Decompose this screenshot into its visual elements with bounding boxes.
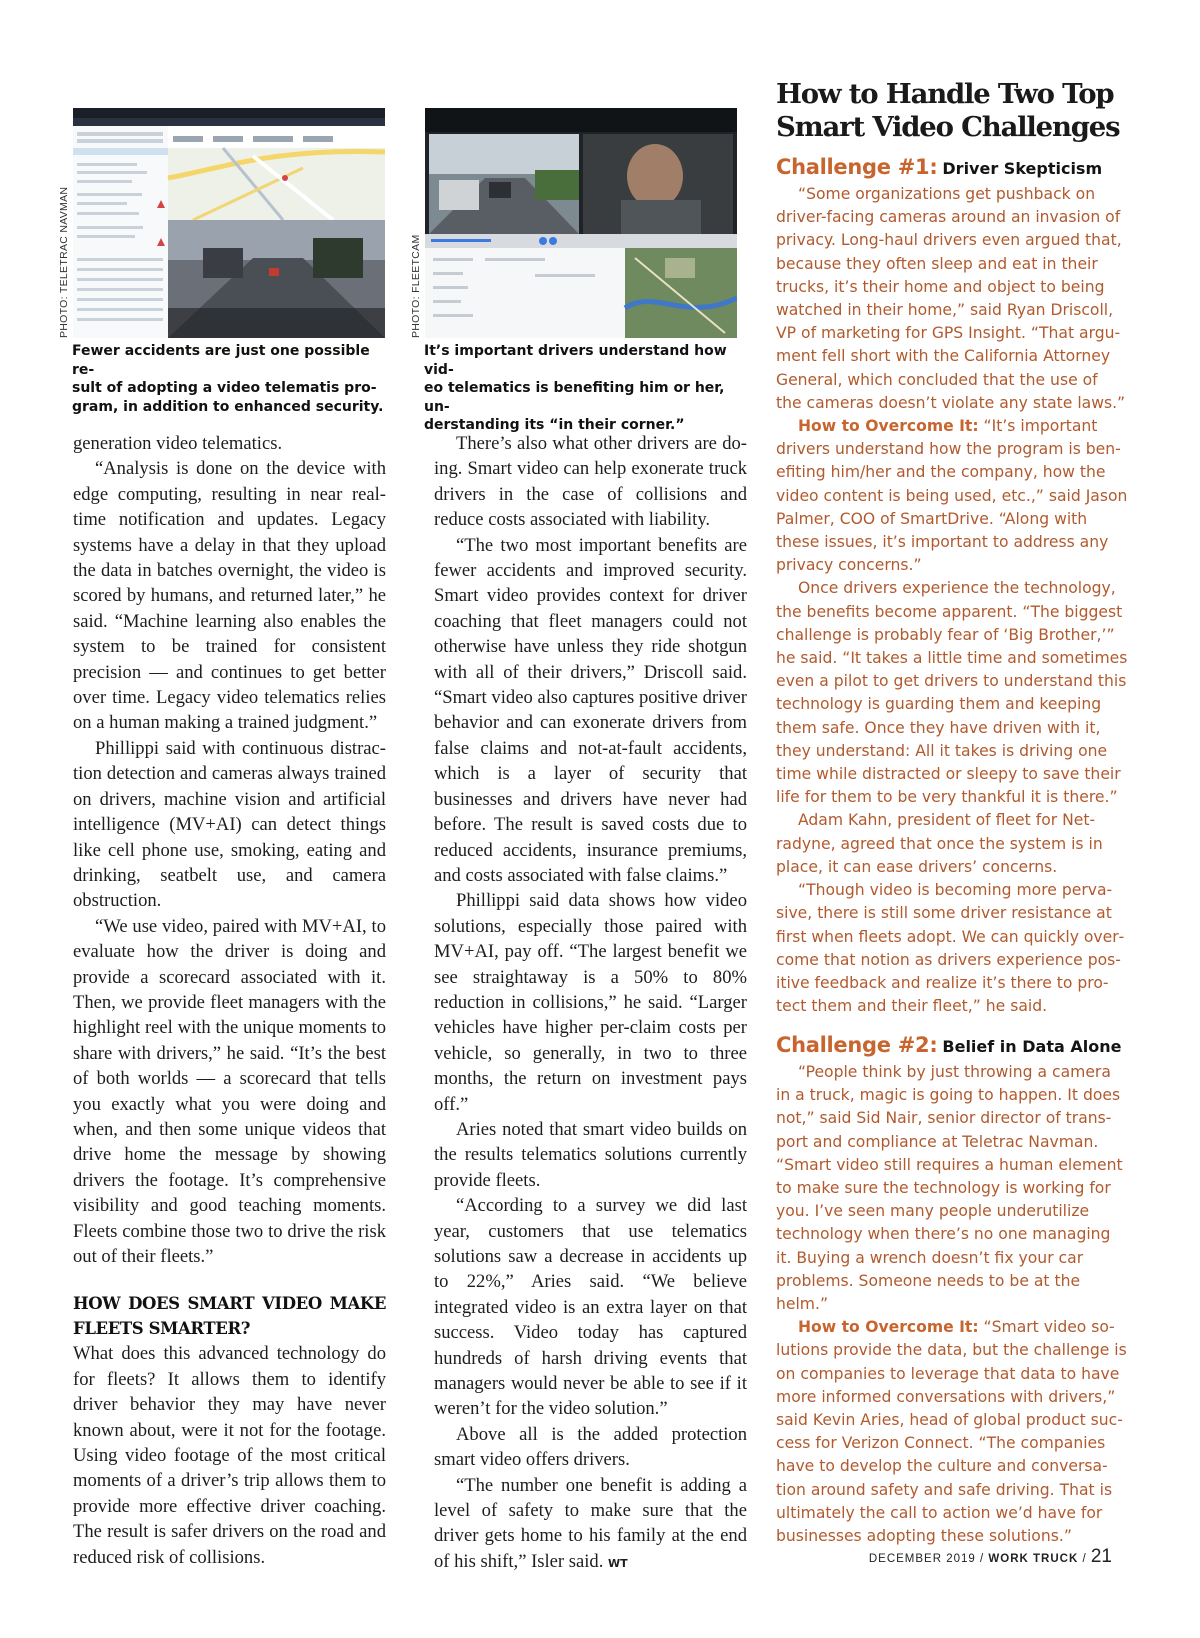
article-paragraph: “We use video, paired with MV+AI, to evaluate how the driver is doing and provide a scorecard associated with it. Then, we provide fleet managers with the highlight reel with the unique moments to share with drivers,” he said. “It’s the best of both worlds — a scorecard that tells you exactly what you were doing and when, and then some unique videos that drive home the message by showing drivers the footage. It’s comprehensive visibility and good teaching moments. Fleets combine those two to drive the risk out of their fleets.”	[73, 915, 386, 1267]
article-paragraph-final	[434, 1473, 747, 1577]
page-footer	[869, 1546, 1112, 1568]
photo-fleetcam-interface	[425, 108, 737, 338]
dashboard-screenshot-image	[73, 108, 385, 338]
overcome-label: How to Overcome It:	[798, 417, 979, 436]
footer-separator: /	[1078, 1553, 1091, 1565]
sidebar-paragraph: Adam Kahn, president of fleet for Netradyne, agreed that once the system is in place, it can ease drivers’ concerns.	[776, 811, 1103, 876]
overcome-label: How to Overcome It:	[798, 1318, 979, 1337]
article-paragraph: Phillippi said data shows how video solutions, especially those paired with MV+AI, pay off. “The largest benefit we see straightaway is a 50% to 80% reduction in collisions,” he said. “Larger vehicles have higher per-claim costs per vehicle, so generally, in two to three months, the return on investment pays off.”	[434, 890, 747, 1115]
sidebar-title: How to Handle Two Top Smart Video Challenges	[776, 78, 1120, 143]
article-column-2	[434, 431, 747, 1576]
footer-separator: /	[975, 1553, 989, 1565]
sidebar-paragraph: Once drivers experience the technology, the benefits become apparent. “The biggest challenge is probably fear of ‘Big Brother,’” he said. “It takes a little time and sometimes even a pilot to get drivers to understand this technology is guarding them and keeping them safe. Once they have driven with it, they understand: All it takes is driving one time while distracted or sleepy to save their life for them to be very thankful it is there.”	[776, 579, 1128, 807]
footer-magazine: WORK TRUCK	[988, 1553, 1079, 1565]
article-paragraph: “Analysis is done on the device with edge computing, resulting in near real-time notification and updates. Legacy systems have a delay in that they upload the data in batches overnight, the video is scored by humans, and returned later,” he said. “Machine learning also enables the system to be trained for consistent precision — and continues to get better over time. Legacy video telematics relies on a human making a trained judgment.”	[73, 458, 386, 734]
article-paragraph: There’s also what other drivers are doing. Smart video can help exonerate truck drivers in the case of collisions and reduce costs associated with liability.	[434, 433, 747, 531]
challenge-2-title: Belief in Data Alone	[942, 1037, 1122, 1056]
article-column-1	[73, 431, 386, 1570]
challenge-2-label: Challenge #2:	[776, 1033, 938, 1057]
fleetcam-screenshot-image	[425, 108, 737, 338]
challenge-1-title: Driver Skepticism	[942, 159, 1103, 178]
photo-credit-left: PHOTO: TELETRAC NAVMAN	[58, 186, 70, 338]
article-paragraph: Phillippi said with continuous distraction detection and cameras always trained on drivers, machine vision and artificial intelligence (MV+AI) can detect things like cell phone use, smoking, eating and drinking, seatbelt use, and camera obstruction.	[73, 737, 386, 912]
sidebar-overcome-paragraph	[776, 415, 1128, 577]
challenge-1-label: Challenge #1:	[776, 155, 938, 179]
sidebar-paragraph: “Though video is becoming more pervasive, there is still some driver resistance at first when fleets adopt. We can quickly overcome that notion as drivers experience positive feedback and realize it’s there to protect them and their fleet,” he said.	[776, 881, 1125, 1016]
article-paragraph: Above all is the added protection smart video offers drivers.	[434, 1423, 747, 1471]
sidebar-paragraph: “People think by just throwing a camera in a truck, magic is going to happen. It does not,” said Sid Nair, senior director of transport and compliance at Teletrac Navman. “Smart video still requires a human element to make sure the technology is working for you. I’ve seen many people underutilize technology when there’s no one managing it. Buying a wrench doesn’t fix your car problems. Someone needs to be at the helm.”	[776, 1063, 1123, 1314]
footer-date: DECEMBER 2019	[868, 1553, 976, 1565]
overcome-text: “It’s important drivers understand how the program is benefiting him/her and the company, how the video content is being used, etc.,” said Jason Palmer, COO of SmartDrive. “Along with these issues, it’s important to address any privacy concerns.”	[776, 417, 1128, 575]
caption-right: It’s important drivers understand how vid- eo telematics is benefiting him or her, un- derstanding its “in their corner.”	[424, 343, 727, 433]
page-number: 21	[1090, 1546, 1112, 1567]
overcome-text: “Smart video solutions provide the data, but the challenge is on companies to leverage that data to have more informed conversations with drivers,” said Kevin Aries, head of global product success for Verizon Connect. “The companies have to develop the culture and conversation around safety and safe driving. That is ultimately the call to action we’d have for businesses adopting these solutions.”	[776, 1318, 1127, 1546]
article-paragraph: “According to a survey we did last year, customers that use telematics solutions saw a decrease in accidents up to 22%,” Aries said. “We believe integrated video is an extra layer on that success. Video today has captured hundreds of harsh driving events that managers would never be able to see if it weren’t for the video solution.”	[434, 1195, 747, 1420]
challenge-2-heading	[776, 1032, 1128, 1061]
article-paragraph: What does this advanced technology do for fleets? It allows them to identify driver behavior they may have never known about, were it not for the footage. Using video footage of the most critical moments of a driver’s trip allows them to provide more effective driver coaching. The result is safer drivers on the road and reduced risk of collisions.	[73, 1343, 386, 1568]
article-paragraph: “The two most important benefits are fewer accidents and improved security. Smart video provides context for driver coaching that fleet managers could not otherwise have unless they ride shotgun with all of their drivers,” Driscoll said. “Smart video also captures positive driver behavior and can exonerate drivers from false claims and not-at-fault accidents, which is a layer of security that businesses and drivers have never had before. The result is saved costs due to reduced accidents, insurance premiums, and costs associated with false claims.”	[434, 534, 747, 886]
sidebar-overcome-paragraph	[776, 1316, 1128, 1548]
section-heading: HOW DOES SMART VIDEO MAKE FLEETS SMARTER?	[73, 1294, 386, 1339]
final-text: “The number one benefit is adding a level of safety to make sure that the driver gets home to his family at the end of his shift,” Isler said.	[434, 1474, 747, 1572]
sidebar-challenge-2	[776, 1032, 1128, 1548]
challenge-1-heading	[776, 154, 1128, 183]
photo-telematics-dashboard	[73, 108, 385, 338]
caption-left: Fewer accidents are just one possible re- sult of adopting a video telematis pro- gram, in addition to enhanced security.	[72, 343, 384, 415]
sidebar-challenge-1	[776, 154, 1128, 1018]
article-paragraph: generation video telematics.	[73, 433, 283, 454]
photo-credit-right: PHOTO: FLEETCAM	[410, 234, 422, 338]
sidebar-paragraph: “Some organizations get pushback on driver-facing cameras around an invasion of privacy. Long-haul drivers even argued that, because they often sleep and eat in their trucks, it’s their home and object to being watched in their home,” said Ryan Driscoll, VP of marketing for GPS Insight. “That argument fell short with the California Attorney General, which concluded that the use of the cameras doesn’t violate any state laws.”	[776, 185, 1126, 412]
article-paragraph: Aries noted that smart video builds on the results telematics solutions currently provide fleets.	[434, 1118, 747, 1191]
end-mark: WT	[608, 1556, 628, 1570]
